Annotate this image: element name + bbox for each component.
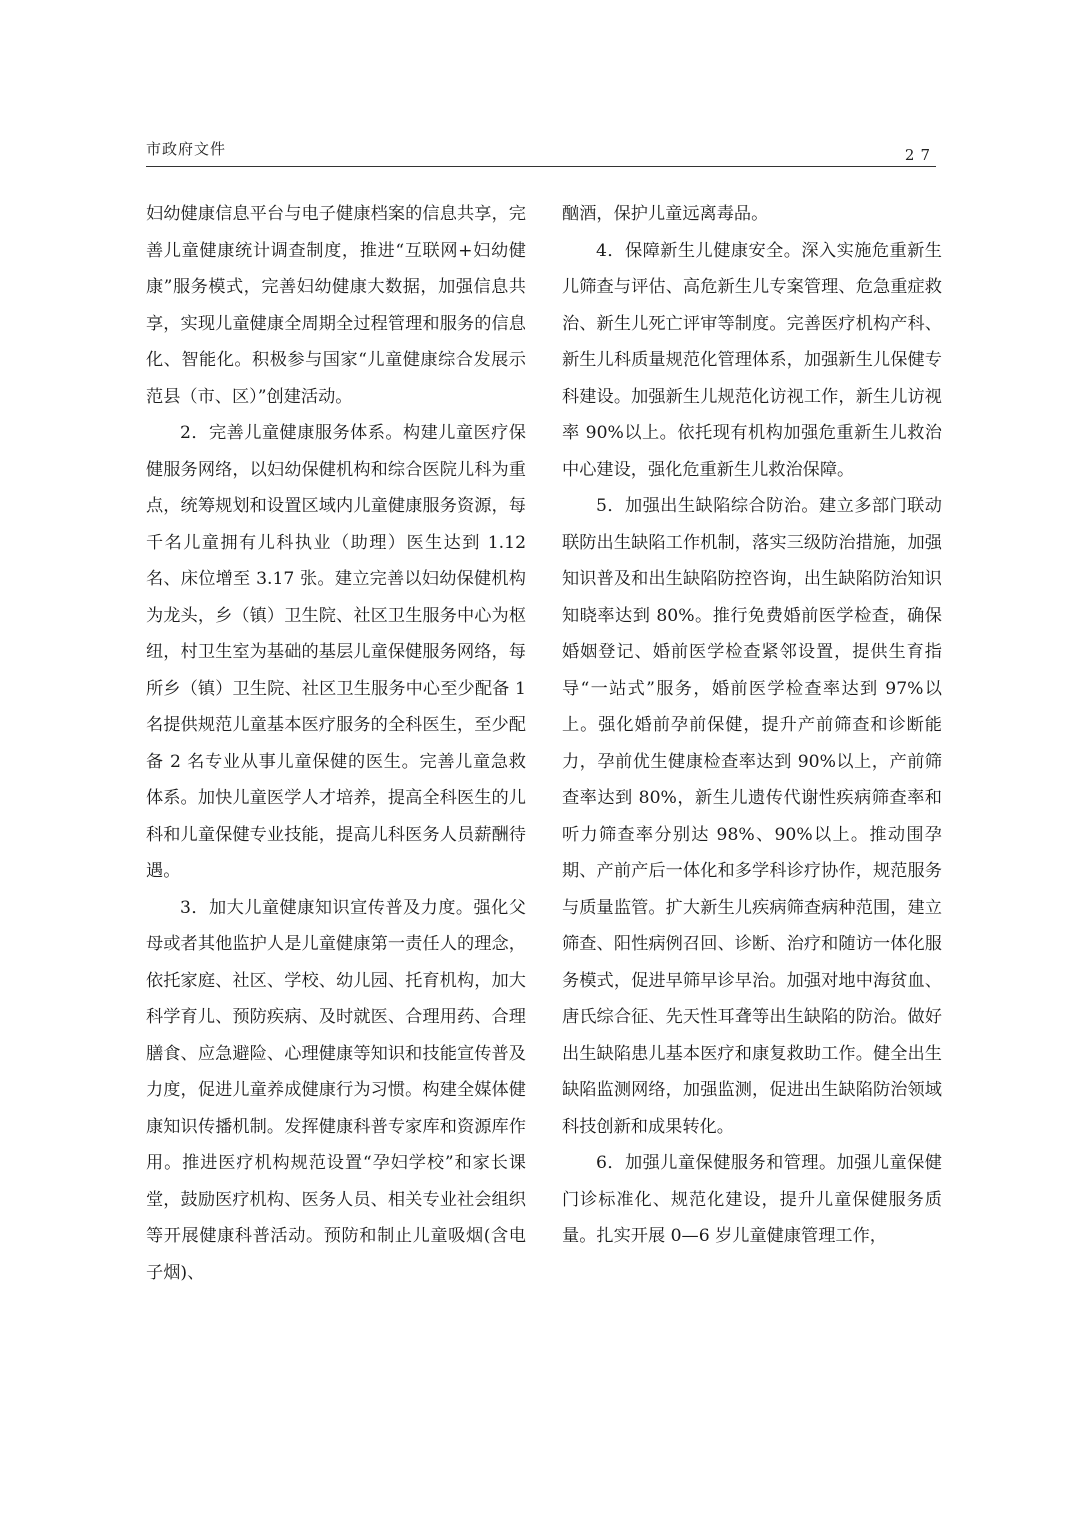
header-title: 市政府文件 (146, 140, 227, 158)
paragraph-section-4: 4．保障新生儿健康安全。深入实施危重新生儿筛查与评估、高危新生儿专案管理、危急重症救治、新生儿死亡评审等制度。完善医疗机构产科、新生儿科质量规范化管理体系，加强新生儿保健专科建设。加强新生儿规范化访视工作，新生儿访视率 90%以上。依托现有机构加强危重新生儿救治中心建设，强化危重新生儿救治保障。 (562, 240, 942, 480)
right-column (562, 196, 942, 1255)
paragraph-continuation: 酗酒，保护儿童远离毒品。 (562, 204, 769, 224)
paragraph-section-3: 3．加大儿童健康知识宣传普及力度。强化父母或者其他监护人是儿童健康第一责任人的理念，依托家庭、社区、学校、幼儿园、托育机构，加大科学育儿、预防疾病、及时就医、合理用药、合理膳食、应急避险、心理健康等知识和技能宣传普及力度，促进儿童养成健康行为习惯。构建全媒体健康知识传播机制。发挥健康科普专家库和资源库作用。推进医疗机构规范设置“孕妇学校”和家长课堂，鼓励医疗机构、医务人员、相关专业社会组织等开展健康科普活动。预防和制止儿童吸烟(含电子烟)、 (146, 897, 526, 1283)
paragraph-section-6: 6．加强儿童保健服务和管理。加强儿童保健门诊标准化、规范化建设，提升儿童保健服务质量。扎实开展 0—6 岁儿童健康管理工作， (562, 1153, 942, 1246)
page-header (146, 136, 936, 166)
paragraph-section-2: 2．完善儿童健康服务体系。构建儿童医疗保健服务网络，以妇幼保健机构和综合医院儿科为重点，统筹规划和设置区域内儿童健康服务资源，每千名儿童拥有儿科执业（助理）医生达到 1.12 名、床位增至 3.17 张。建立完善以妇幼保健机构为龙头，乡（镇）卫生院、社区卫生服务中心为枢纽，村卫生室为基础的基层儿童保健服务网络，每所乡（镇）卫生院、社区卫生服务中心至少配备 1 名提供规范儿童基本医疗服务的全科医生，至少配备 2 名专业从事儿童保健的医生。完善儿童急救体系。加快儿童医学人才培养，提高全科医生的儿科和儿童保健专业技能，提高儿科医务人员薪酬待遇。 (146, 423, 526, 881)
paragraph-continuation: 妇幼健康信息平台与电子健康档案的信息共享，完善儿童健康统计调查制度，推进“互联网+妇幼健康”服务模式，完善妇幼健康大数据，加强信息共享，实现儿童健康全周期全过程管理和服务的信息化、智能化。积极参与国家“儿童健康综合发展示范县（市、区）”创建活动。 (146, 204, 526, 407)
header-divider (146, 166, 936, 167)
paragraph-section-5: 5．加强出生缺陷综合防治。建立多部门联动联防出生缺陷工作机制，落实三级防治措施，加强知识普及和出生缺陷防控咨询，出生缺陷防治知识知晓率达到 80%。推行免费婚前医学检查，确保婚姻登记、婚前医学检查紧邻设置，提供生育指导“一站式”服务，婚前医学检查率达到 97%以上。强化婚前孕前保健，提升产前筛查和诊断能力，孕前优生健康检查率达到 90%以上，产前筛查率达到 80%，新生儿遗传代谢性疾病筛查率和听力筛查率分别达 98%、90%以上。推动围孕期、产前产后一体化和多学科诊疗协作，规范服务与质量监管。扩大新生儿疾病筛查病种范围，建立筛查、阳性病例召回、诊断、治疗和随访一体化服务模式，促进早筛早诊早治。加强对地中海贫血、唐氏综合征、先天性耳聋等出生缺陷的防治。做好出生缺陷患儿基本医疗和康复救助工作。健全出生缺陷监测网络，加强监测，促进出生缺陷防治领域科技创新和成果转化。 (562, 496, 942, 1137)
left-column (146, 196, 526, 1291)
page-number: 27 (904, 146, 936, 164)
